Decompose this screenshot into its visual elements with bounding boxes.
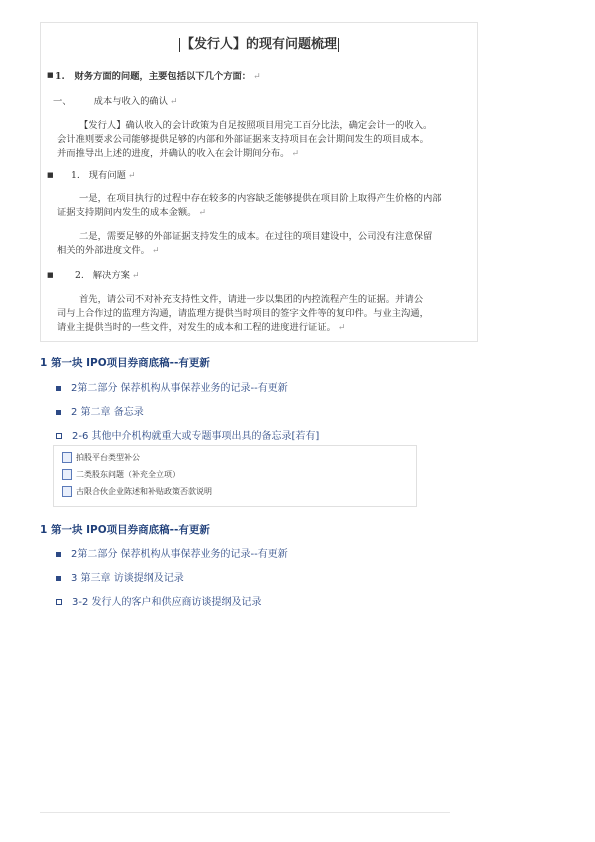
- section-bullet-icon: ■: [47, 71, 54, 79]
- folder-item[interactable]: [56, 403, 144, 418]
- subsection-heading: [71, 167, 136, 181]
- hollow-square-bullet-icon: [56, 599, 62, 605]
- hollow-square-bullet-icon: [56, 433, 62, 439]
- folder-item-label: 2-6 其他中介机构就重大或专题事项出具的备忘录[若有]: [72, 431, 320, 442]
- attachment-item[interactable]: [62, 486, 212, 497]
- section-heading-text: 财务方面的问题，主要包括以下几个方面：: [74, 71, 252, 82]
- section-number: 1.: [55, 71, 65, 82]
- folder-heading-link[interactable]: 1 第一块 IPO项目券商底稿--有更新: [40, 357, 210, 369]
- square-bullet-icon: [56, 410, 61, 415]
- subsection-heading-text: 解决方案: [92, 270, 130, 281]
- paragraph-mark-icon: ↵: [127, 171, 136, 181]
- folder-item[interactable]: [56, 545, 288, 560]
- word-document-icon: [62, 469, 72, 480]
- paragraph-mark-icon: ↵: [151, 246, 160, 256]
- folder-item-label: 2第二部分 保荐机构从事保荐业务的记录--有更新: [71, 549, 288, 560]
- word-document-icon: [62, 452, 72, 463]
- folder-item-label: 3-2 发行人的客户和供应商访谈提纲及记录: [72, 597, 262, 608]
- document-title: [41, 33, 477, 52]
- paragraph-mark-icon: ↵: [253, 72, 261, 82]
- item-number: 一、: [53, 96, 72, 107]
- attachment-item[interactable]: [62, 469, 180, 480]
- text-cursor: [179, 38, 180, 52]
- folder-item-label: 3 第三章 访谈提纲及记录: [71, 573, 184, 584]
- paragraph-line: 司与上合作过的监理方沟通，请监理方提供当时项目的签字文件等的复印件。与业主沟通，: [57, 308, 429, 319]
- paragraph-line: 二是，需要足够的外部证据支持发生的成本。在过往的项目建设中，公司没有注意保留: [79, 231, 433, 242]
- document-title-text: 【发行人】的现有问题梳理: [180, 37, 337, 52]
- paragraph-line-text: 并而推导出上述的进度，并确认的收入在会计期间分布。: [57, 148, 290, 159]
- item-heading-text: 成本与收入的确认: [93, 96, 168, 107]
- square-bullet-icon: [56, 552, 61, 557]
- folder-item[interactable]: [56, 427, 319, 442]
- attachment-name: 拍股平台类型补公: [76, 453, 140, 462]
- paragraph-line: 首先，请公司不对补充支持性文件，请进一步以集团的内控流程产生的证据。并请公: [79, 294, 423, 305]
- paragraph-mark-icon: ↵: [198, 208, 207, 218]
- paragraph-line: [57, 145, 299, 159]
- subsection-number: 2.: [75, 270, 84, 281]
- square-bullet-icon: [56, 576, 61, 581]
- paragraph-line-text: 证据支持期间内发生的成本金额。: [57, 207, 197, 218]
- attachment-item[interactable]: [62, 452, 140, 463]
- folder-item[interactable]: [56, 593, 262, 608]
- attachment-list: [53, 445, 417, 507]
- paragraph-mark-icon: ↵: [131, 271, 140, 281]
- paragraph-line-text: 相关的外部进度文件。: [57, 245, 150, 256]
- word-document-icon: [62, 486, 72, 497]
- folder-item[interactable]: [56, 379, 288, 394]
- paragraph-line: 【发行人】确认收入的会计政策为自足按照项目用完工百分比法，确定会计一的收入。: [79, 120, 433, 131]
- square-bullet-icon: [56, 386, 61, 391]
- paragraph-line: 一是，在项目执行的过程中存在较多的内容缺乏能够提供在项目阶上取得产生价格的内部: [79, 193, 442, 204]
- attachment-name: 二类股东问题（补充全立项）: [76, 470, 180, 479]
- attachment-name: 古限合伙企业陈述和补贴政策否款说明: [76, 487, 212, 496]
- folder-item-label: 2第二部分 保荐机构从事保荐业务的记录--有更新: [71, 383, 288, 394]
- folder-item[interactable]: [56, 569, 184, 584]
- subsection-heading-text: 现有问题: [88, 170, 126, 181]
- subsection-number: 1.: [71, 170, 80, 181]
- paragraph-line: [57, 204, 206, 218]
- paragraph-line: [57, 319, 345, 333]
- paragraph-mark-icon: ↵: [170, 97, 178, 107]
- paragraph-mark-icon: ↵: [291, 149, 299, 159]
- paragraph-line-text: 请业主提供当时的一些文件，对发生的成本和工程的进度进行证证。: [57, 322, 336, 333]
- section-heading: [55, 68, 261, 82]
- document-preview: [40, 22, 478, 342]
- subsection-heading: [75, 267, 140, 281]
- divider: [40, 812, 450, 813]
- item-heading: [53, 93, 178, 107]
- paragraph-line: 会计准则要求公司能够提供足够的内部和外部证据来支持项目在会计期间发生的项目成本。: [57, 134, 429, 145]
- paragraph-line: [57, 242, 160, 256]
- text-cursor: [338, 38, 339, 52]
- subsection-bullet-icon: ■: [47, 271, 54, 279]
- subsection-bullet-icon: ■: [47, 171, 54, 179]
- folder-heading-link[interactable]: 1 第一块 IPO项目券商底稿--有更新: [40, 524, 210, 536]
- paragraph-mark-icon: ↵: [337, 323, 346, 333]
- folder-item-label: 2 第二章 备忘录: [71, 407, 144, 418]
